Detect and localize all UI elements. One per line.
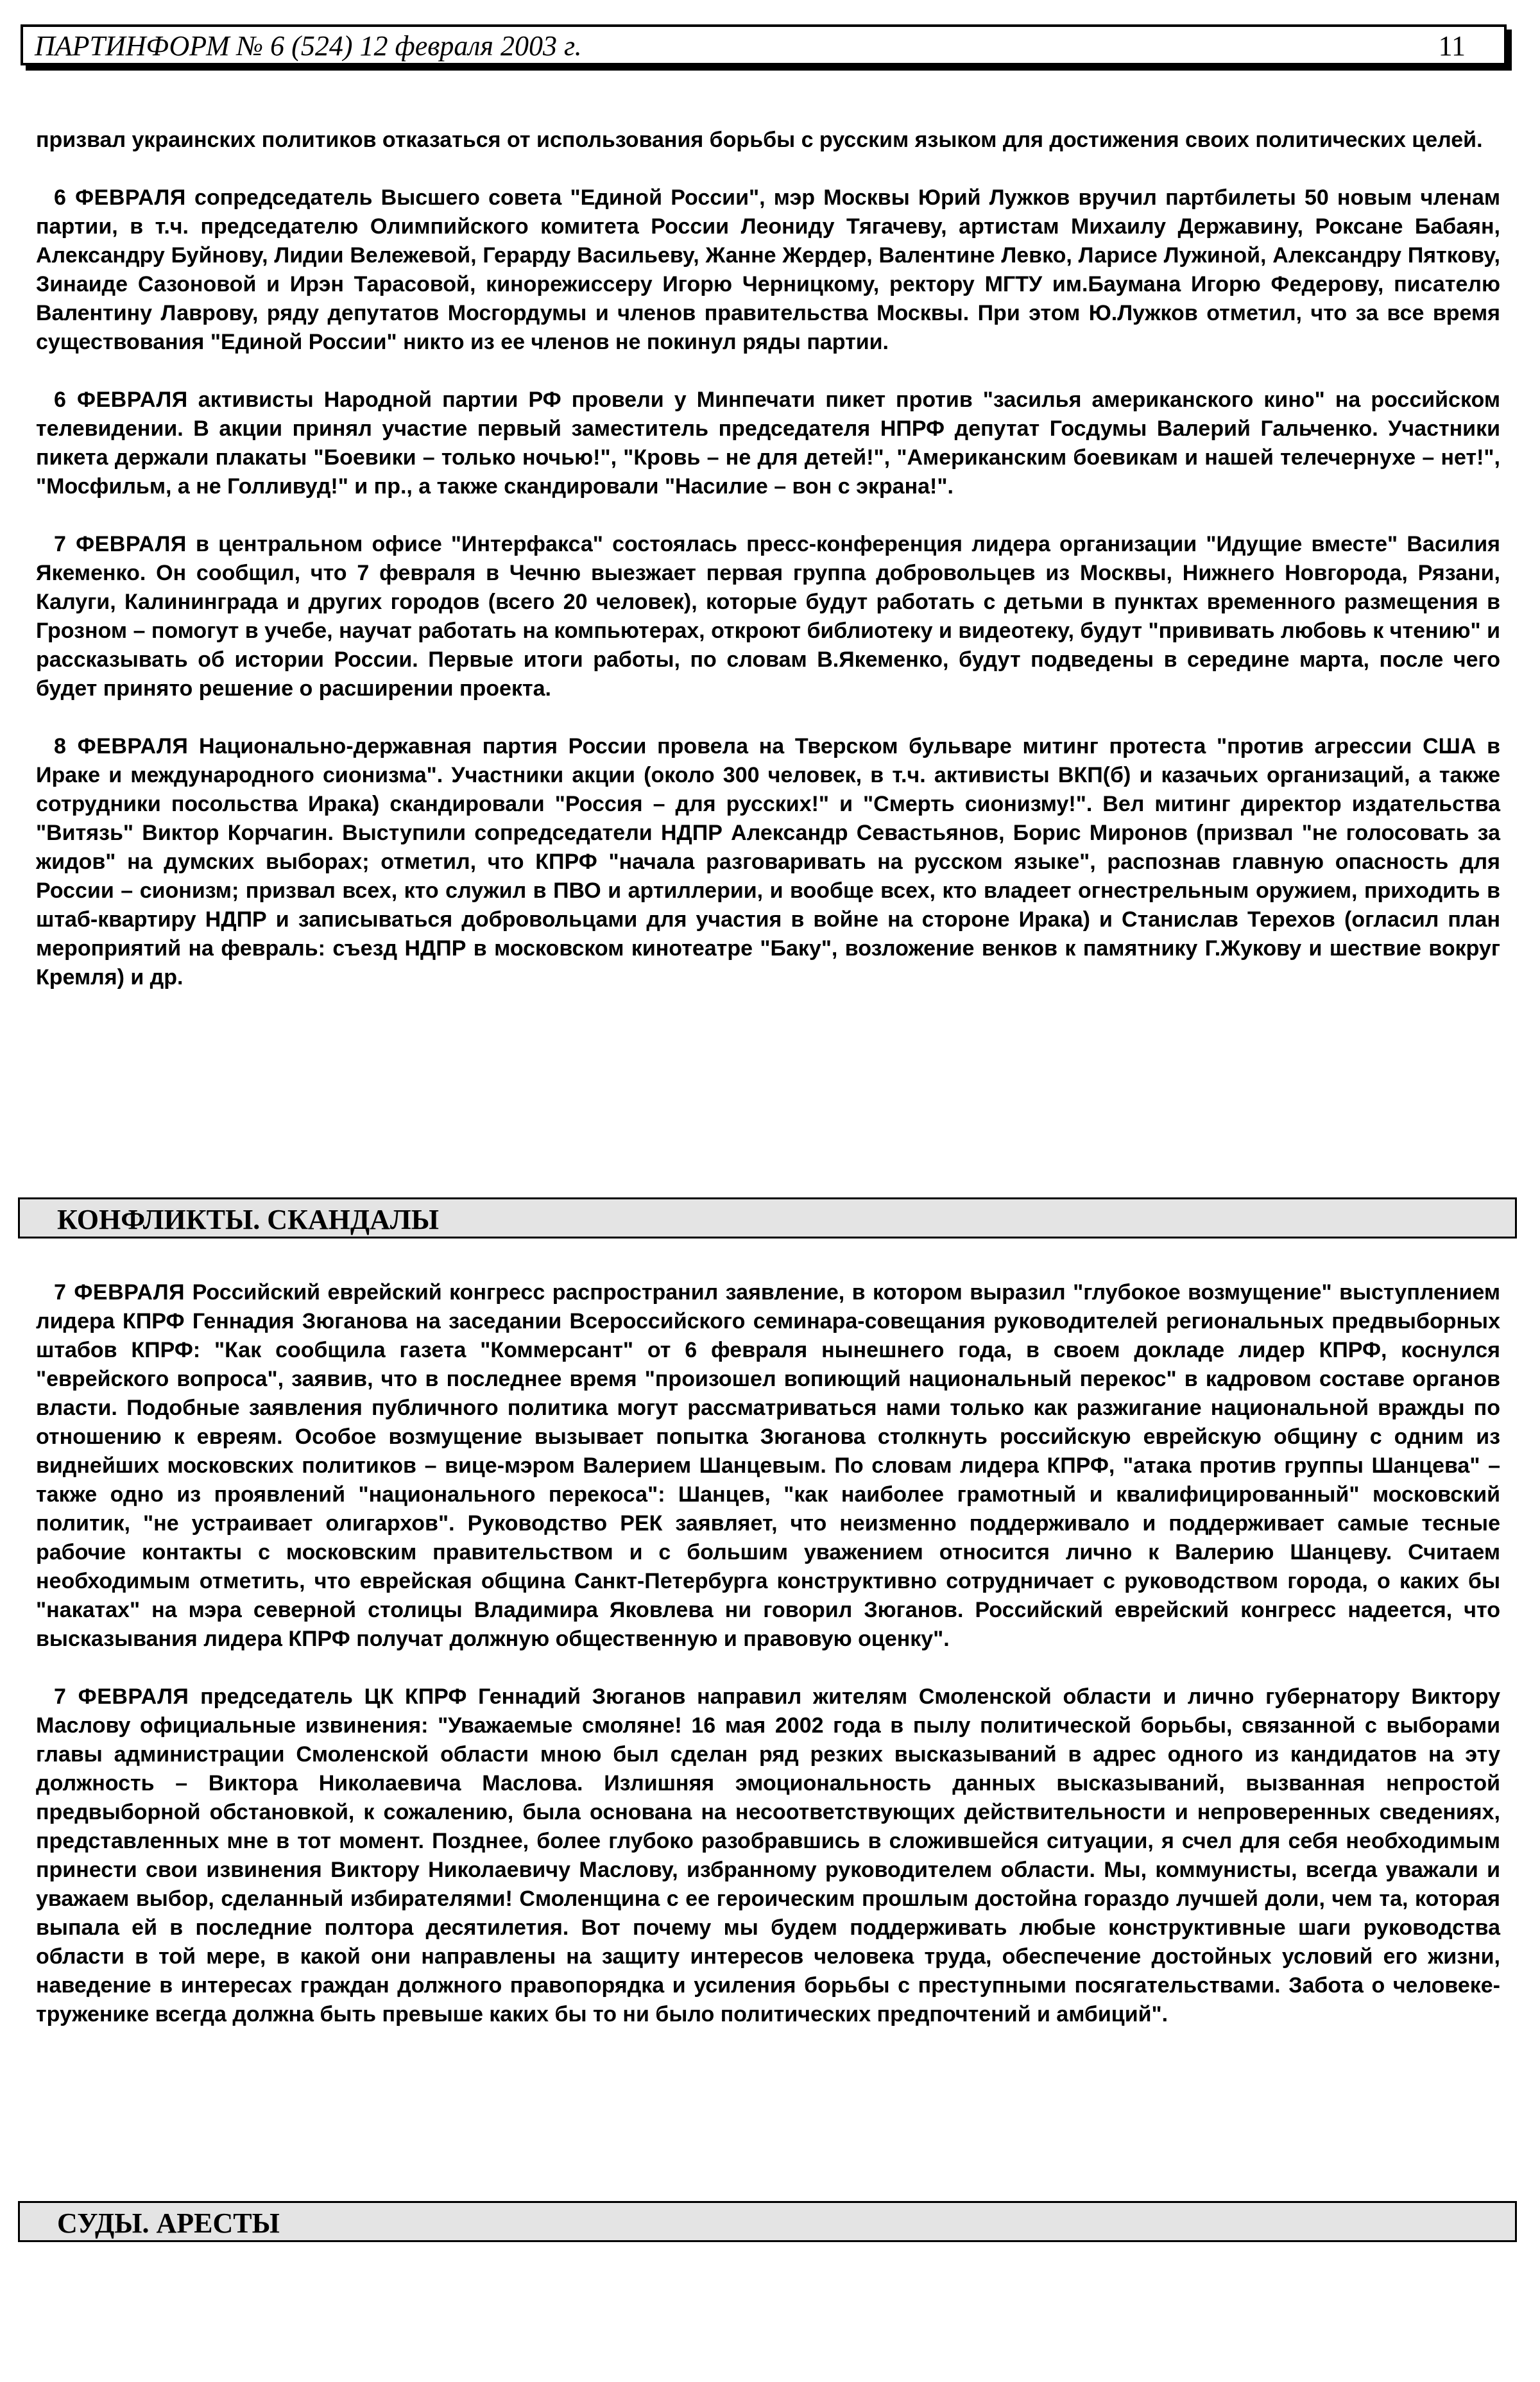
news-date: 6 ФЕВРАЛЯ — [54, 388, 188, 412]
paragraph-continuation: призвал украинских политиков отказаться от использования борьбы с русским языком для достижения своих политических целей. — [36, 128, 1483, 152]
section-title: КОНФЛИКТЫ. СКАНДАЛЫ — [57, 1204, 439, 1235]
news-text: сопредседатель Высшего совета "Единой России", мэр Москвы Юрий Лужков вручил партбилеты 50 новым членам партии, в т.ч. председателю Олимпийского комитета России Леониду Тягачеву, артистам Михаилу Державину, Роксане Бабаян, Александру Буйнову, Лидии Вележевой, Герарду Васильеву, Жанне Жердер, Валентине Левко, Ларисе Лужиной, Александру Пяткову, Зинаиде Сазоновой и Ирэн Тарасовой, кинорежиссеру Игорю Черницкому, ректору МГТУ им.Баумана Игорю Федерову, писателю Валентину Лаврову, ряду депутатов Мосгордумы и членов правительства Москвы. При этом Ю.Лужков отметил, что за все время существования "Единой России" никто из ее членов не покинул ряды партии. — [36, 185, 1501, 354]
section-title: СУДЫ. АРЕСТЫ — [57, 2207, 280, 2239]
news-date: 8 ФЕВРАЛЯ — [54, 734, 189, 758]
page-header — [21, 24, 1507, 65]
news-date: 7 ФЕВРАЛЯ — [54, 1684, 189, 1709]
news-date: 7 ФЕВРАЛЯ — [54, 532, 187, 556]
news-item — [36, 1683, 1500, 2029]
publication-title: ПАРТИНФОРМ № 6 (524) 12 февраля 2003 г. — [35, 30, 582, 62]
section-header-conflicts — [18, 1197, 1517, 1238]
news-text: в центральном офисе "Интерфакса" состоялась пресс-конференция лидера организации "Идущие вместе" Василия Якеменко. Он сообщил, что 7 февраля в Чечню выезжает первая группа добровольцев из Москвы, Нижнего Новгорода, Рязани, Калуги, Калининграда и других городов (всего 20 человек), которые будут работать с детьми в пунктах временного размещения в Грозном – помогут в учебе, научат работать на компьютерах, откроют библиотеку и видеотеку, будут "прививать любовь к чтению" и рассказывать об истории России. Первые итоги работы, по словам В.Якеменко, будут подведены в середине марта, после чего будет принято решение о расширении проекта. — [36, 532, 1500, 701]
page-number: 11 — [1438, 30, 1466, 62]
article-body-conflicts — [36, 1278, 1500, 2058]
article-body-top — [36, 126, 1500, 1021]
news-item — [36, 732, 1500, 992]
news-item — [36, 1278, 1500, 1654]
news-item — [36, 530, 1500, 703]
news-text: Российский еврейский конгресс распространил заявление, в котором выразил "глубокое возмущение" выступлением лидера КПРФ Геннадия Зюганова на заседании Всероссийского семинара-совещания руководителей региональных предвыборных штабов КПРФ: "Как сообщила газета "Коммерсант" от 6 февраля нынешнего года, в своем докладе лидер КПРФ, коснулся "еврейского вопроса", заявив, что в последнее время "произошел вопиющий национальный перекос" в кадровом составе органов власти. Подобные заявления публичного политика могут рассматриваться нами только как разжигание национальной вражды по отношению к евреям. Особое возмущение вызывает попытка Зюганова столкнуть российскую еврейскую общину с одним из виднейших московских политиков – вице-мэром Валерием Шанцевым. По словам лидера КПРФ, "атака против группы Шанцева" – также одно из проявлений "национального перекоса": Шанцев, "как наиболее грамотный и квалифицированный" московский политик, "не устраивает олигархов". Руководство РЕК заявляет, что неизменно поддерживало и поддерживает самые тесные рабочие контакты с московским правительством и с большим уважением относится лично к Валерию Шанцеву. Считаем необходимым отметить, что еврейская община Санкт-Петербурга конструктивно сотрудничает с руководством города, о каких бы "накатах" на мэра северной столицы Владимира Яковлева ни говорил Зюганов. Российский еврейский конгресс надеется, что высказывания лидера КПРФ получат должную общественную и правовую оценку". — [36, 1280, 1500, 1651]
news-date: 7 ФЕВРАЛЯ — [54, 1280, 185, 1305]
news-text: активисты Народной партии РФ провели у Минпечати пикет против "засилья американского кино" на российском телевидении. В акции принял участие первый заместитель председателя НПРФ депутат Госдумы Валерий Гальченко. Участники пикета держали плакаты "Боевики – только ночью!", "Кровь – не для детей!", "Американским боевикам и нашей телечернухе – нет!", "Мосфильм, а не Голливуд!" и пр., а также скандировали "Насилие – вон с экрана!". — [36, 388, 1501, 499]
news-date: 6 ФЕВРАЛЯ — [54, 185, 186, 210]
section-header-courts — [18, 2201, 1517, 2242]
news-text: председатель ЦК КПРФ Геннадий Зюганов направил жителям Смоленской области и лично губернатору Виктору Маслову официальные извинения: "Уважаемые смоляне! 16 мая 2002 года в пылу политической борьбы, связанной с выборами главы администрации Смоленской области мною был сделан ряд резких высказываний в адрес одного из кандидатов на эту должность – Виктора Николаевича Маслова. Излишняя эмоциональность данных высказываний, вызванная непростой предвыборной обстановкой, к сожалению, была основана на несоответствующих действительности и непроверенных сведениях, представленных мне в тот момент. Позднее, более глубоко разобравшись в сложившейся ситуации, я счел для себя необходимым принести свои извинения Виктору Николаевичу Маслову, избранному руководителем области. Мы, коммунисты, всегда уважали и уважаем выбор, сделанный избирателями! Смоленщина с ее героическим прошлым достойна гораздо лучшей доли, чем та, которая выпала ей в последние полтора десятилетия. Вот почему мы будем поддерживать любые конструктивные шаги руководства области в той мере, в какой они направлены на защиту интересов человека труда, обеспечение достойных условий его жизни, наведение в интересах граждан должного правопорядка и усиления борьбы с преступными посягательствами. Забота о человеке-труженике всегда должна быть превыше каких бы то ни было политических предпочтений и амбиций". — [36, 1684, 1500, 2026]
news-item — [36, 184, 1500, 357]
news-text: Национально-державная партия России провела на Тверском бульваре митинг протеста "против агрессии США в Ираке и международного сионизма". Участники акции (около 300 человек, в т.ч. активисты ВКП(б) и казачьих организаций, а также сотрудники посольства Ирака) скандировали "Россия – для русских!" и "Смерть сионизму!". Вел митинг директор издательства "Витязь" Виктор Корчагин. Выступили сопредседатели НДПР Александр Севастьянов, Борис Миронов (призвал "не голосовать за жидов" на думских выборах; отметил, что КПРФ "начала разговаривать на русском языке", распознав главную опасность для России – сионизм; призвал всех, кто служил в ПВО и артиллерии, и вообще всех, кто владеет огнестрельным оружием, приходить в штаб-квартиру НДПР и записываться добровольцами для участия в войне на стороне Ирака) и Станислав Терехов (огласил план мероприятий на февраль: съезд НДПР в московском кинотеатре "Баку", возложение венков к памятнику Г.Жукову и шествие вокруг Кремля) и др. — [36, 734, 1500, 990]
news-item — [36, 386, 1500, 501]
